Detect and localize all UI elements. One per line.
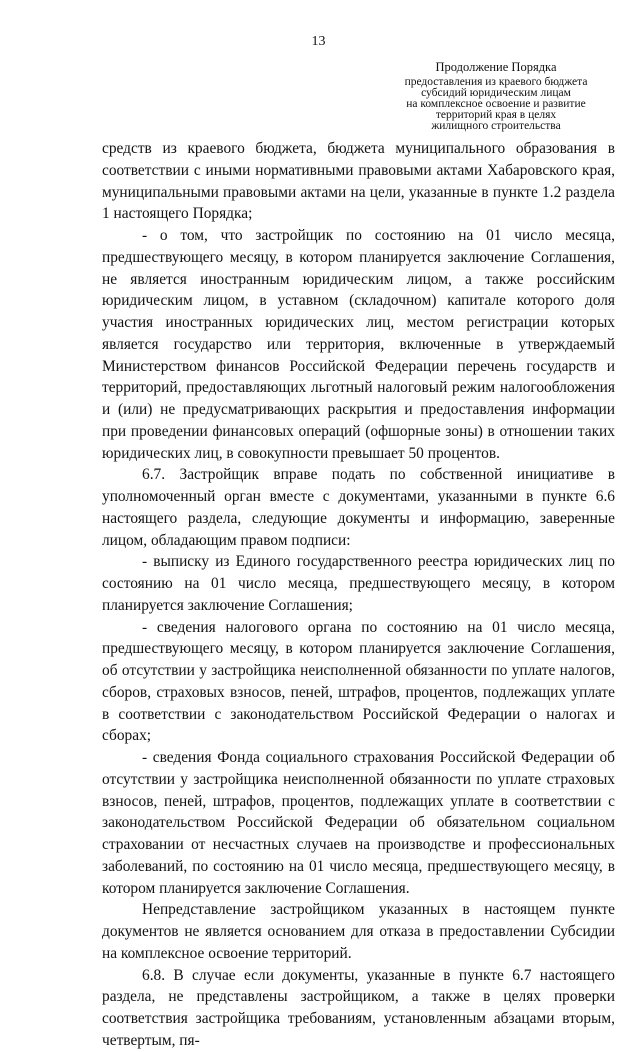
paragraph: 6.8. В случае если документы, указанные в пункте 6.7 настоящего раздела, не представлены застройщиком, а также в целях проверки соответствия застройщика требованиям, установленным абзацами вторым, четвертым, пя- <box>102 966 615 1049</box>
paragraph: - о том, что застройщик по состоянию на 01 число месяца, предшествующего месяцу, в котором планируется заключение Соглашения, не является иностранным юридическим лицом, а также российским юридическим лицом, в уставном (складочном) капитале которого доля участия иностранных юридических лиц, местом регистрации которых является государство или территория, включенные в утверждаемый Министерством финансов Российской Федерации перечень государств и территорий, предоставляющих льготный налоговый режим налогообложения и (или) не предусматривающих раскрытия и предоставления информации при проведении финансовых операций (офшорные зоны) в отношении таких юридических лиц, в совокупности превышает 50 процентов. <box>102 227 615 462</box>
header-title: Продолжение Порядка <box>435 60 557 74</box>
paragraph: Непредставление застройщиком указанных в настоящем пункте документов не является основанием для отказа в предоставлении Субсидии на комплексное освоение территорий. <box>102 901 615 962</box>
header-line: предоставления из краевого бюджета <box>404 76 588 88</box>
continuation-header <box>378 60 614 132</box>
header-line: жилищного строительства <box>431 120 561 132</box>
paragraph: средств из краевого бюджета, бюджета муниципального образования в соответствии с иными нормативными правовыми актами Хабаровского края, муниципальными правовыми актами на цели, указанные в пункте 1.2 раздела 1 настоящего Порядка; <box>102 140 615 223</box>
paragraph: - сведения налогового органа по состоянию на 01 число месяца, предшествующего месяцу, в котором планируется заключение Соглашения, об отсутствии у застройщика неисполненной обязанности по уплате налогов, сборов, страховых взносов, пеней, штрафов, процентов, подлежащих уплате в соответствии с законодательством Российской Федерации о налогах и сборах; <box>102 618 615 745</box>
body-text <box>102 138 615 1052</box>
header-line: на комплексное освоение и развитие <box>406 98 586 110</box>
page-number: 13 <box>311 34 326 49</box>
paragraph: - сведения Фонда социального страхования Российской Федерации об отсутствии у застройщика неисполненной обязанности по уплате страховых взносов, пеней, штрафов, процентов, подлежащих уплате в соответствии с законодательством Российской Федерации об обязательном социальном страховании от несчастных случаев на производстве и профессиональных заболеваний, по состоянию на 01 число месяца, предшествующего месяцу, в котором планируется заключение Соглашения. <box>102 749 615 897</box>
header-line: субсидий юридическим лицам <box>421 87 571 99</box>
paragraph: - выписку из Единого государственного реестра юридических лиц по состоянию на 01 число месяца, предшествующего месяцу, в котором планируется заключение Соглашения; <box>102 553 615 614</box>
paragraph: 6.7. Застройщик вправе подать по собственной инициативе в уполномоченный орган вместе с документами, указанными в пункте 6.6 настоящего раздела, следующие документы и информацию, заверенные лицом, обладающим правом подписи: <box>102 466 615 549</box>
header-line: территорий края в целях <box>435 109 557 121</box>
